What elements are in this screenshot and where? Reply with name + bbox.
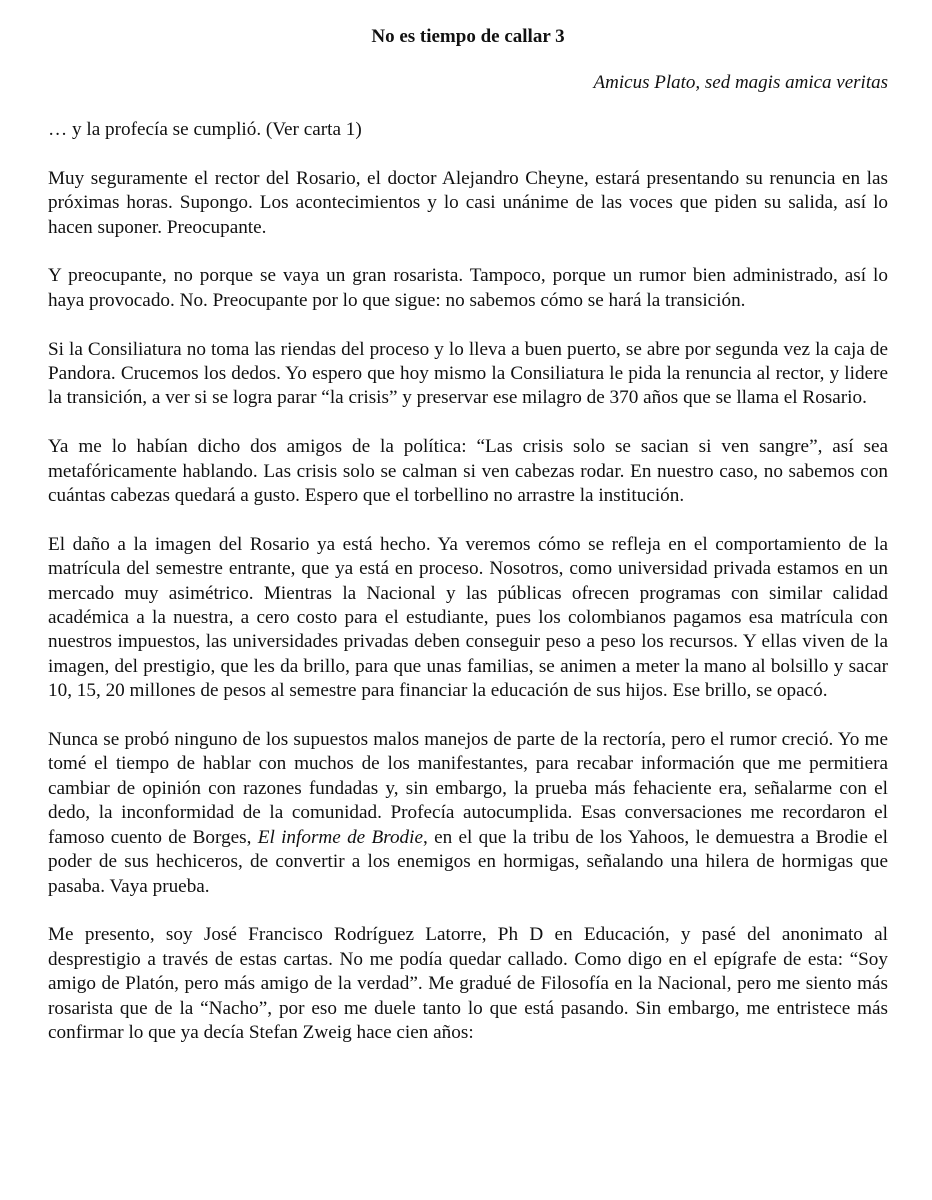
paragraph-1: … y la profecía se cumplió. (Ver carta 1) [48,119,362,140]
epigraph: Amicus Plato, sed magis amica veritas [593,72,888,93]
paragraph-3: Y preocupante, no porque se vaya un gran rosarista. Tampoco, porque un rumor bien administrado, así lo haya provocado. No. Preocupante por lo que sigue: no sabemos cómo se hará la transición. [48,265,888,311]
paragraph-8: Me presento, soy José Francisco Rodríguez Latorre, Ph D en Educación, y pasé del anonimato al desprestigio a través de estas cartas. No me podía quedar callado. Como digo en el epígrafe de esta: “Soy amigo de Platón, pero más amigo de la verdad”. Me gradué de Filosofía en la Nacional, pero me siento más rosarista que de la “Nacho”, por eso me duele tanto lo que está pasando. Sin embargo, me entristece más confirmar lo que ya decía Stefan Zweig hace cien años: [48,924,888,1043]
paragraph-5: Ya me lo habían dicho dos amigos de la política: “Las crisis solo se sacian si ven sangre”, así sea metafóricamente hablando. Las crisis solo se calman si ven cabezas rodar. En nuestro caso, no sabemos con cuántas cabezas quedará a gusto. Espero que el torbellino no arrastre la institución. [48,436,888,507]
paragraph-6: El daño a la imagen del Rosario ya está hecho. Ya veremos cómo se refleja en el comportamiento de la matrícula del semestre entrante, que ya está en proceso. Nosotros, como universidad privada estamos en un mercado muy asimétrico. Mientras la Nacional y las públicas ofrecen programas con similar calidad académica a la nuestra, a cero costo para el estudiante, pues los colombianos pagamos esa matrícula con nuestros impuestos, las universidades privadas deben conseguir peso a peso los recursos. Y ellas viven de la imagen, del prestigio, que les da brillo, para que unas familias, se animen a meter la mano al bolsillo y sacar 10, 15, 20 millones de pesos al semestre para financiar la educación de sus hijos. Ese brillo, se opacó. [48,533,888,702]
document-title: No es tiempo de callar 3 [371,26,565,47]
paragraph-7 [48,728,888,899]
paragraph-4: Si la Consiliatura no toma las riendas del proceso y lo lleva a buen puerto, se abre por segunda vez la caja de Pandora. Crucemos los dedos. Yo espero que hoy mismo la Consiliatura le pida la renuncia al rector, y lidere la transición, a ver si se logra parar “la crisis” y preservar ese milagro de 370 años que se llama el Rosario. [48,338,888,409]
book-title: El informe de Brodie [257,826,424,848]
paragraph-7-text-before: Nunca se probó ninguno de los supuestos malos manejos de parte de la rectoría, pero el rumor creció. Yo me tomé el tiempo de hablar con muchos de los manifestantes, para recabar información que me permitiera cambiar de opinión con razones fundadas y, sin embargo, la prueba más fehaciente era, señalarme con el dedo, la inconformidad de la comunidad. Profecía autocumplida. Esas conversaciones me recordaron el famoso cuento de Borges, [48,729,888,848]
paragraph-2: Muy seguramente el rector del Rosario, el doctor Alejandro Cheyne, estará presentando su renuncia en las próximas horas. Supongo. Los acontecimientos y lo casi unánime de las voces que piden su salida, así lo hacen suponer. Preocupante. [48,167,888,238]
paragraph-7-text-after: , en el que la tribu de los Yahoos, le demuestra a Brodie el poder de sus hechiceros, de convertir a los enemigos en hormigas, señalando una hilera de hormigas que pasaba. Vaya prueba. [48,826,888,897]
